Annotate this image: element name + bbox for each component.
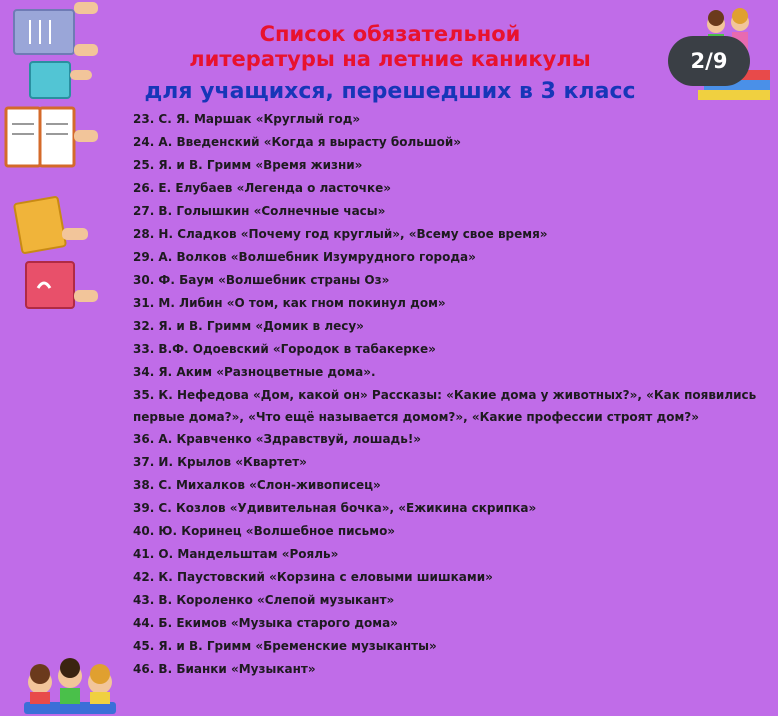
title-line-2: литературы на летние каникулы — [189, 47, 591, 71]
list-item: 23. С. Я. Маршак «Круглый год» — [133, 112, 361, 126]
list-item: 31. М. Либин «О том, как гном покинул дом» — [133, 296, 446, 310]
list-item: 43. В. Короленко «Слепой музыкант» — [133, 593, 395, 607]
list-item: 37. И. Крылов «Квартет» — [133, 455, 307, 469]
list-item: 35. К. Нефедова «Дом, какой он» Рассказы: «Какие дома у животных?», «Как появились первые дома?», «Что ещё называется домом?», «Какие профессии строят дом?» — [133, 388, 757, 424]
subtitle: для учащихся, перешедших в 3 класс — [144, 79, 636, 104]
book-list — [133, 108, 773, 681]
list-item: 28. Н. Сладков «Почему год круглый», «Всему свое время» — [133, 227, 548, 241]
list-item: 32. Я. и В. Гримм «Домик в лесу» — [133, 319, 364, 333]
list-item: 38. С. Михалков «Слон-живописец» — [133, 478, 381, 492]
list-item: 33. В.Ф. Одоевский «Городок в табакерке» — [133, 342, 436, 356]
list-item: 27. В. Голышкин «Солнечные часы» — [133, 204, 386, 218]
list-item: 34. Я. Аким «Разноцветные дома». — [133, 365, 376, 379]
list-item: 44. Б. Екимов «Музыка старого дома» — [133, 616, 398, 630]
list-item: 42. К. Паустовский «Корзина с еловыми шишками» — [133, 570, 493, 584]
title-line-1: Список обязательной — [259, 22, 521, 46]
children-reading-illustration — [20, 652, 120, 716]
list-item: 30. Ф. Баум «Волшебник страны Оз» — [133, 273, 390, 287]
list-item: 39. С. Козлов «Удивительная бочка», «Ежикина скрипка» — [133, 501, 537, 515]
list-item: 25. Я. и В. Гримм «Время жизни» — [133, 158, 363, 172]
books-hands-illustration — [0, 0, 110, 320]
list-item: 24. А. Введенский «Когда я вырасту большой» — [133, 135, 461, 149]
list-item: 40. Ю. Коринец «Волшебное письмо» — [133, 524, 396, 538]
page-counter-badge: 2/9 — [668, 36, 750, 86]
list-item: 45. Я. и В. Гримм «Бременские музыканты» — [133, 639, 437, 653]
list-item: 29. А. Волков «Волшебник Изумрудного города» — [133, 250, 476, 264]
list-item: 26. Е. Елубаев «Легенда о ласточке» — [133, 181, 391, 195]
list-item: 46. В. Бианки «Музыкант» — [133, 662, 316, 676]
list-item: 41. О. Мандельштам «Рояль» — [133, 547, 339, 561]
list-item: 36. А. Кравченко «Здравствуй, лошадь!» — [133, 432, 422, 446]
